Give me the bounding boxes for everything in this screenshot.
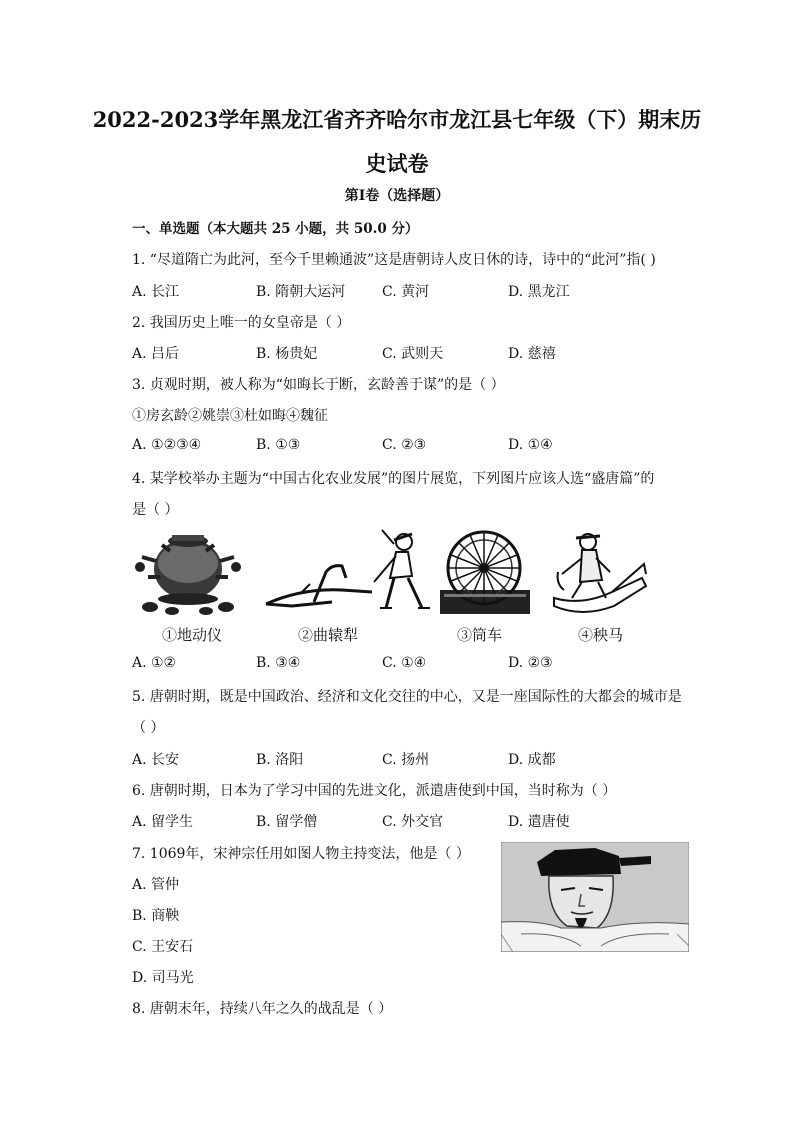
q3-items: ①房玄龄②姚崇③杜如晦④魏征	[132, 408, 328, 424]
q2-option-d[interactable]: D. 慈禧	[508, 346, 556, 362]
q4-caption-4: ④秧马	[578, 626, 624, 644]
q5-option-d[interactable]: D. 成都	[508, 752, 556, 768]
q6-option-b[interactable]: B. 留学僧	[256, 814, 318, 830]
q8-stem: 8. 唐朝末年，持续八年之久的战乱是（ ）	[132, 1001, 393, 1017]
q7-option-c[interactable]: C. 王安石	[132, 939, 194, 955]
section-heading: 第I卷（选择题）	[344, 188, 450, 204]
q6-option-d[interactable]: D. 遣唐使	[508, 814, 570, 830]
q4-caption-3: ③筒车	[457, 626, 503, 644]
part-heading: 一、单选题（本大题共 25 小题，共 50.0 分）	[132, 221, 419, 237]
q6-option-a[interactable]: A. 留学生	[132, 814, 194, 830]
q7-option-b[interactable]: B. 商鞅	[132, 908, 180, 924]
q5-stem-line-2: （ ）	[132, 720, 165, 736]
q4-option-c[interactable]: C. ①④	[382, 655, 427, 671]
q6-option-c[interactable]: C. 外交官	[382, 814, 444, 830]
q4-option-a[interactable]: A. ①②	[132, 655, 177, 671]
q3-option-b[interactable]: B. ①③	[256, 437, 301, 453]
q1-option-b[interactable]: B. 隋朝大运河	[256, 284, 346, 300]
q4-stem-line-1: 4. 某学校举办主题为“中国古化农业发展”的图片展览，下列图片应该人选“盛唐篇”的	[132, 471, 655, 487]
q6-stem: 6. 唐朝时期，日本为了学习中国的先进文化，派遣唐使到中国，当时称为（ ）	[132, 783, 617, 799]
q7-option-a[interactable]: A. 管仲	[132, 877, 180, 893]
curved-plow-image	[262, 528, 432, 614]
q2-option-c[interactable]: C. 武则天	[382, 346, 444, 362]
q5-option-b[interactable]: B. 洛阳	[256, 752, 304, 768]
q2-option-a[interactable]: A. 吕后	[132, 346, 180, 362]
q1-option-a[interactable]: A. 长江	[132, 284, 180, 300]
q1-option-c[interactable]: C. 黄河	[382, 284, 430, 300]
q1-option-d[interactable]: D. 黑龙江	[508, 284, 570, 300]
q5-stem-line-1: 5. 唐朝时期，既是中国政治、经济和文化交往的中心，又是一座国际性的大都会的城市是	[132, 689, 682, 705]
q7-stem: 7. 1069年，宋神宗任用如图人物主持变法，他是（ ）	[132, 846, 470, 862]
rice-seedling-boat-image	[552, 528, 648, 616]
q4-option-b[interactable]: B. ③④	[256, 655, 301, 671]
title-line-1: 2022-2023学年黑龙江省齐齐哈尔市龙江县七年级（下）期末历	[92, 107, 702, 132]
q3-option-c[interactable]: C. ②③	[382, 437, 427, 453]
q7-option-d[interactable]: D. 司马光	[132, 970, 194, 986]
title-line-2: 史试卷	[365, 151, 429, 176]
q2-stem: 2. 我国历史上唯一的女皇帝是（ ）	[132, 315, 351, 331]
portrait-image	[501, 842, 689, 952]
q3-option-d[interactable]: D. ①④	[508, 437, 553, 453]
q4-caption-1: ①地动仪	[162, 626, 223, 644]
q3-stem: 3. 贞观时期，被人称为“如晦长于断，玄龄善于谋”的是（ ）	[132, 377, 505, 393]
exam-title	[80, 98, 714, 186]
q4-stem-line-2: 是（ ）	[132, 502, 179, 518]
seismograph-image	[132, 527, 244, 617]
q4-option-d[interactable]: D. ②③	[508, 655, 553, 671]
q4-caption-2: ②曲辕犁	[298, 626, 359, 644]
q1-stem: 1. “尽道隋亡为此河，至今千里赖通波”这是唐朝诗人皮日休的诗，诗中的“此河”指( )	[132, 252, 656, 268]
q3-option-a[interactable]: A. ①②③④	[132, 437, 202, 453]
water-wheel-image	[440, 528, 530, 614]
q2-option-b[interactable]: B. 杨贵妃	[256, 346, 318, 362]
q5-option-c[interactable]: C. 扬州	[382, 752, 430, 768]
q5-option-a[interactable]: A. 长安	[132, 752, 180, 768]
